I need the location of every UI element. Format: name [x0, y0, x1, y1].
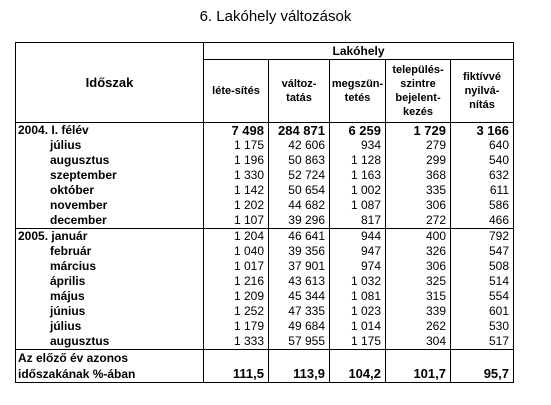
footer-value: 113,9: [269, 366, 330, 383]
row-value: 1 202: [204, 198, 269, 213]
row-value: 1 179: [204, 319, 269, 334]
row-value: 1 216: [204, 274, 269, 289]
footer-spacer: [330, 350, 386, 367]
row-value: 1 023: [330, 304, 386, 319]
row-value: 466: [451, 213, 514, 229]
footer-row: [16, 366, 514, 383]
row-value: 1 014: [330, 319, 386, 334]
row-value: 817: [330, 213, 386, 229]
row-label: október: [16, 183, 204, 198]
row-value: 1 204: [204, 229, 269, 245]
row-label: június: [16, 304, 204, 319]
row-value: 611: [451, 183, 514, 198]
col-header-line: tetés: [344, 92, 371, 104]
col-header-telepulesszintre: [386, 60, 451, 123]
row-value: 46 641: [269, 229, 330, 245]
footer-spacer: [204, 350, 269, 367]
row-value: 508: [451, 259, 514, 274]
row-value: 1 729: [386, 123, 451, 139]
row-value: 540: [451, 153, 514, 168]
residence-changes-table: [15, 42, 514, 383]
row-value: 49 684: [269, 319, 330, 334]
row-value: 1 002: [330, 183, 386, 198]
row-value: 284 871: [269, 123, 330, 139]
row-value: 50 863: [269, 153, 330, 168]
footer-label-line1: Az előző év azonos: [16, 350, 204, 367]
row-value: 339: [386, 304, 451, 319]
row-value: 335: [386, 183, 451, 198]
row-value: 39 296: [269, 213, 330, 229]
row-value: 325: [386, 274, 451, 289]
row-value: 601: [451, 304, 514, 319]
row-value: 272: [386, 213, 451, 229]
residence-group-header: Lakóhely: [204, 43, 514, 60]
table-row: [16, 138, 514, 153]
table-row: [16, 289, 514, 304]
col-header-valtoztatas: [269, 60, 330, 123]
table-row: [16, 259, 514, 274]
col-header-line: nítás: [469, 99, 495, 111]
col-header-line: kezés: [403, 106, 433, 118]
period-header: Időszak: [16, 43, 204, 123]
table-row: [16, 198, 514, 213]
table-title: 6. Lakóhely változások: [199, 8, 352, 25]
footer-spacer: [451, 350, 514, 367]
row-value: 326: [386, 244, 451, 259]
col-header-line: fiktívvé: [463, 71, 501, 83]
table-row: [16, 168, 514, 183]
footer-spacer: [386, 350, 451, 367]
table-row: [16, 183, 514, 198]
row-value: 1 087: [330, 198, 386, 213]
row-value: 934: [330, 138, 386, 153]
row-value: 37 901: [269, 259, 330, 274]
row-label: március: [16, 259, 204, 274]
row-label: április: [16, 274, 204, 289]
footer-value: 111,5: [204, 366, 269, 383]
table-row: [16, 319, 514, 334]
row-value: 947: [330, 244, 386, 259]
col-header-line: léte-sítés: [212, 85, 260, 97]
table-row: [16, 304, 514, 319]
row-label: december: [16, 213, 204, 229]
row-value: 52 724: [269, 168, 330, 183]
table-row: [16, 229, 514, 245]
footer-row: [16, 350, 514, 367]
row-value: 299: [386, 153, 451, 168]
row-value: 586: [451, 198, 514, 213]
row-label: július: [16, 319, 204, 334]
row-value: 514: [451, 274, 514, 289]
col-header-line: változ-: [281, 78, 317, 90]
row-value: 1 196: [204, 153, 269, 168]
col-header-letesites: [204, 60, 269, 123]
row-value: 279: [386, 138, 451, 153]
row-label: február: [16, 244, 204, 259]
row-value: 1 128: [330, 153, 386, 168]
col-header-megszuntetes: [330, 60, 386, 123]
col-header-line: bejelent-: [395, 92, 441, 104]
row-value: 1 163: [330, 168, 386, 183]
row-label: augusztus: [16, 153, 204, 168]
row-value: 43 613: [269, 274, 330, 289]
footer-spacer: [269, 350, 330, 367]
row-value: 304: [386, 334, 451, 350]
col-header-line: tatás: [286, 92, 312, 104]
row-value: 1 032: [330, 274, 386, 289]
col-header-line: szintre: [400, 78, 436, 90]
row-value: 1 081: [330, 289, 386, 304]
table-row: [16, 123, 514, 139]
row-value: 50 654: [269, 183, 330, 198]
footer-value: 104,2: [330, 366, 386, 383]
row-value: 45 344: [269, 289, 330, 304]
row-value: 640: [451, 138, 514, 153]
row-value: 632: [451, 168, 514, 183]
row-value: 1 330: [204, 168, 269, 183]
footer-value: 101,7: [386, 366, 451, 383]
row-label: november: [16, 198, 204, 213]
row-value: 1 252: [204, 304, 269, 319]
row-label: 2004. I. félév: [16, 123, 204, 139]
row-label: szeptember: [16, 168, 204, 183]
col-header-line: nyilvá-: [464, 85, 500, 97]
row-value: 306: [386, 198, 451, 213]
row-value: 57 955: [269, 334, 330, 350]
row-value: 1 333: [204, 334, 269, 350]
col-header-line: megszün-: [331, 78, 384, 90]
row-value: 1 175: [204, 138, 269, 153]
table-row: [16, 153, 514, 168]
row-value: 6 259: [330, 123, 386, 139]
table-row: [16, 334, 514, 350]
row-value: 7 498: [204, 123, 269, 139]
row-value: 368: [386, 168, 451, 183]
row-value: 944: [330, 229, 386, 245]
row-value: 517: [451, 334, 514, 350]
row-value: 262: [386, 319, 451, 334]
row-value: 306: [386, 259, 451, 274]
footer-value: 95,7: [451, 366, 514, 383]
row-label: július: [16, 138, 204, 153]
row-value: 1 040: [204, 244, 269, 259]
row-value: 554: [451, 289, 514, 304]
row-value: 400: [386, 229, 451, 245]
table-row: [16, 213, 514, 229]
row-value: 39 356: [269, 244, 330, 259]
row-value: 792: [451, 229, 514, 245]
row-value: 315: [386, 289, 451, 304]
footer-label-line2: időszakának %-ában: [16, 366, 204, 383]
row-value: 44 682: [269, 198, 330, 213]
row-value: 1 209: [204, 289, 269, 304]
row-value: 42 606: [269, 138, 330, 153]
row-value: 974: [330, 259, 386, 274]
row-value: 47 335: [269, 304, 330, 319]
col-header-line: település-: [392, 64, 444, 76]
row-value: 1 017: [204, 259, 269, 274]
row-label: augusztus: [16, 334, 204, 350]
row-value: 1 175: [330, 334, 386, 350]
row-value: 1 142: [204, 183, 269, 198]
row-value: 547: [451, 244, 514, 259]
row-label: 2005. január: [16, 229, 204, 245]
row-value: 530: [451, 319, 514, 334]
col-header-fiktivve: [451, 60, 514, 123]
row-value: 1 107: [204, 213, 269, 229]
table-row: [16, 274, 514, 289]
row-value: 3 166: [451, 123, 514, 139]
table-row: [16, 244, 514, 259]
row-label: május: [16, 289, 204, 304]
